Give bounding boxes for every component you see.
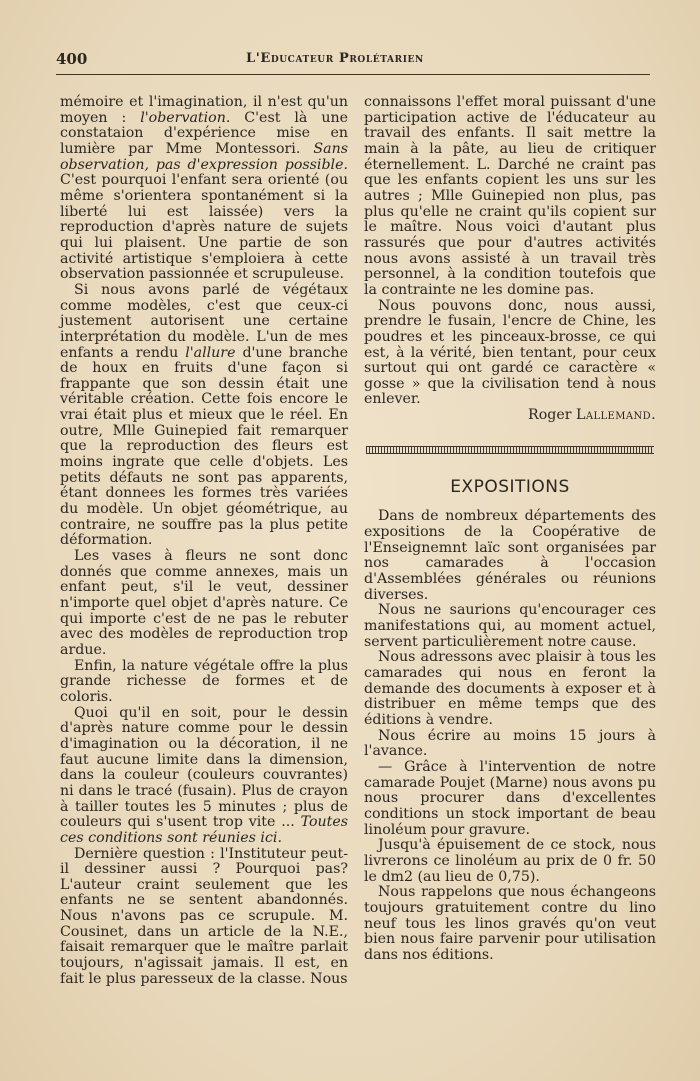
- text-run: C'est là une constataion d'expérience mise en lumière par Mme Montessori.: [60, 109, 348, 157]
- text-run: Nous rappelons que nous échangeons toujours gratuitement contre du lino neuf tous les linos gravés qu'on veut bien nous faire parvenir pour utilisation dans nos éditions.: [364, 884, 656, 963]
- paragraph: [364, 299, 656, 409]
- italic-text: l'allure: [185, 344, 236, 361]
- paragraph: [60, 95, 348, 283]
- paragraph: [60, 706, 348, 847]
- article-continuation: [364, 95, 656, 408]
- page-number: 400: [56, 50, 88, 68]
- header-divider: [56, 74, 650, 75]
- italic-text: Sans observation, pas d'expression possible.: [60, 140, 348, 173]
- journal-title: L'Educateur Prolétarien: [246, 51, 424, 66]
- paragraph: [60, 283, 348, 549]
- text-run: C'est pourquoi l'enfant sera orienté (ou même s'orientera spontanément si la liberté lui est laissée) vers la reproduction d'après nature de sujets qui lui plaisent. Une partie de son activité artistique s'emploiera à cette observation passionnée et scrupuleuse.: [60, 172, 348, 283]
- paragraph: [364, 729, 656, 760]
- section-heading: EXPOSITIONS: [450, 476, 570, 497]
- author-first-name: Roger: [528, 407, 572, 424]
- paragraph: [364, 650, 656, 728]
- left-column: [60, 95, 348, 987]
- italic-text: Toutes ces conditions sont réunies ici.: [60, 814, 348, 846]
- text-run: Dernière question : l'Instituteur peut-il dessiner aussi ? Pourquoi pas? L'auteur craint seulement que les enfants ne se sentent abandonnés. Nous n'avons pas ce scrupule. M. Cousinet, dans un article de la N.E., faisait remarquer que le maître parlait toujours, n'agissait jamais. Il est, en fait le plus paresseux de la classe. Nous: [60, 845, 348, 987]
- text-run: Nous pouvons donc, nous aussi, prendre le fusain, l'encre de Chine, les poudres et les pinceaux-brosse, ce qui est, à la vérité, bien tentant, pour ceux surtout qui ont gardé ce caractère « gosse » que la civilisation tend à nous enlever.: [364, 297, 656, 408]
- expositions-section: [364, 509, 656, 963]
- author-last-name: Lallemand.: [576, 407, 656, 424]
- paragraph: [60, 659, 348, 706]
- paragraph: [364, 603, 656, 650]
- page-header: [56, 50, 650, 72]
- author-signature: [364, 408, 656, 424]
- text-run: Enfin, la nature végétale offre la plus grande richesse de formes et de coloris.: [60, 657, 348, 705]
- text-run: Quoi qu'il en soit, pour le dessin d'après nature comme pour le dessin d'imagination ou la décoration, il ne faut aucune limite dans la dimension, dans la couleur (couleurs couvrantes) ni dans le tracé (fusain). Plus de crayon à tailler toutes les 5 minutes ; plus de couleurs qui s'usent trop vite ...: [60, 704, 348, 831]
- paragraph: [60, 549, 348, 659]
- section-divider: [366, 446, 654, 454]
- paragraph: [364, 509, 656, 603]
- text-run: Nous ne saurions qu'encourager ces manifestations qui, au moment actuel, servent particulièrement notre cause.: [364, 602, 656, 650]
- paragraph: [364, 760, 656, 838]
- text-run: Jusqu'à épuisement de ce stock, nous livrerons ce linoléum au prix de 0 fr. 50 le dm2 (au lieu de 0,75).: [364, 837, 656, 885]
- text-run: connaissons l'effet moral puissant d'une participation active de l'éducateur au travail des enfants. Il sait mettre la main à la pâte, au lieu de critiquer éternellement. L. Darché ne craint pas que les enfants copient les uns sur les autres ; Mlle Guinepied non plus, pas plus qu'elle ne craint qu'ils copient sur le maître. Nous voici d'autant plus rassurés que pour d'autres activités nous avons assisté à un travail très personnel, à la condition toutefois que la contrainte ne les domine pas.: [364, 94, 656, 298]
- text-run: Nous écrire au moins 15 jours à l'avance.: [364, 727, 656, 760]
- text-run: Les vases à fleurs ne sont donc donnés que comme annexes, mais un enfant peut, s'il le veut, dessiner n'importe quel objet d'après nature. Ce qui importe c'est de ne pas le rebuter avec des modèles de reproduction trop ardue.: [60, 548, 348, 658]
- italic-text: l'obervation.: [140, 109, 231, 126]
- text-run: — Grâce à l'intervention de notre camarade Poujet (Marne) nous avons pu nous procurer dans d'excellentes conditions un stock important de beau linoléum pour gravure.: [364, 758, 656, 838]
- text-run: Si nous avons parlé de végétaux comme modèles, c'est que ceux-ci justement autorisent une certaine interprétation du modèle. L'un de mes enfants a rendu: [60, 281, 348, 361]
- right-column: [364, 95, 656, 963]
- paragraph: [364, 838, 656, 885]
- paragraph: [60, 847, 348, 988]
- text-run: Dans de nombreux départements des expositions de la Coopérative de l'Enseignemnt laïc sont organisées par nos camarades à l'occasion d'Assemblées générales ou réunions diverses.: [364, 508, 656, 603]
- text-run: Nous adressons avec plaisir à tous les camarades qui nous en feront la demande des documents à exposer et à distribuer en même temps que des éditions à vendre.: [364, 649, 656, 728]
- text-run: d'une branche de houx en fruits d'une façon si frappante que son dessin était une véritable création. Cette fois encore le vrai était plus et mieux que le réel. En outre, Mlle Guinepied fait remarquer que la reproduction des fleurs est moins ingrate que celle d'objets. Les petits défauts ne sont pas apparents, étant donnees les formes très variées du modèle. Un objet géométrique, au contraire, ne souffre pas la plus petite déformation.: [60, 344, 348, 549]
- paragraph: [364, 885, 656, 963]
- text-run: mémoire et l'imagination, il n'est qu'un moyen :: [60, 94, 348, 126]
- paragraph: [364, 95, 656, 299]
